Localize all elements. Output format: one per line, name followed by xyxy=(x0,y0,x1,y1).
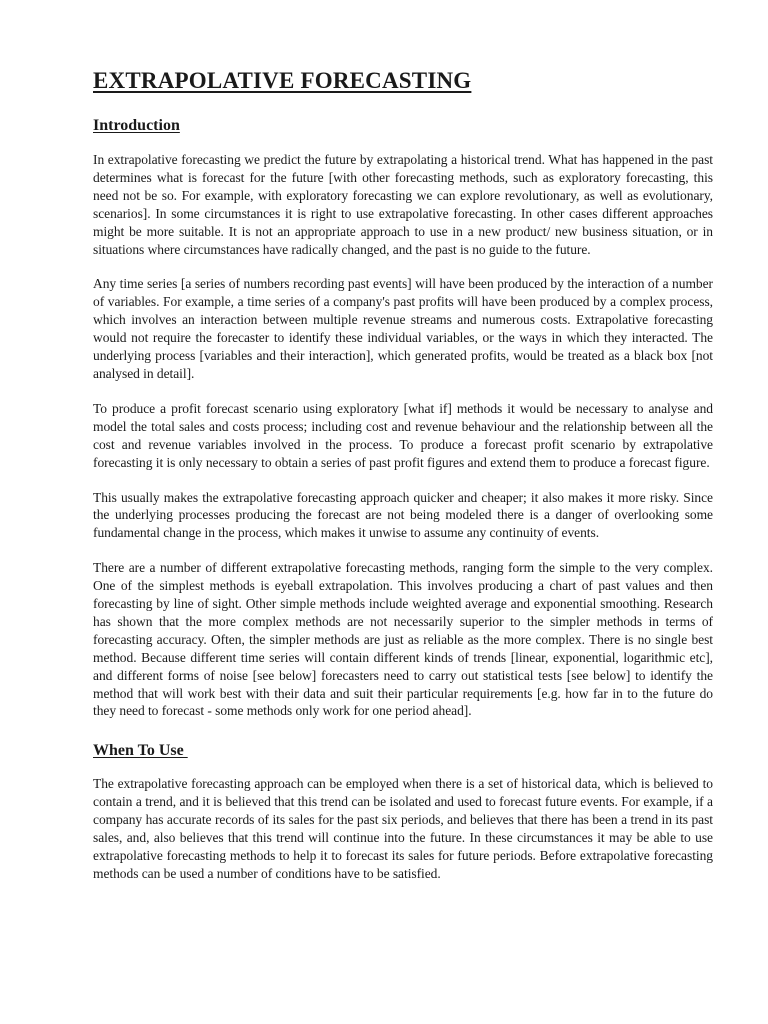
document-title: EXTRAPOLATIVE FORECASTING xyxy=(93,68,472,93)
paragraph-when-to-use-1: The extrapolative forecasting approach can be employed when there is a set of historical data, which is believed to contain a trend, and it is believed that this trend can be isolated and used to forecast future events. For example, if a company has accurate records of its sales for the past six periods, and believes that there has been a trend in its past sales, and, also believes that this trend will continue into the future. In these circumstances it may be able to use extrapolative forecasting methods to help it to forecast its sales for future periods. Before extrapolative forecasting methods can be used a number of conditions have to be satisfied. xyxy=(93,776,713,881)
paragraph-introduction-4: This usually makes the extrapolative forecasting approach quicker and cheaper; it also makes it more risky. Since the underlying processes producing the forecast are not being modeled there is a danger of overlooking some fundamental change in the process, which makes it unwise to assume any continuity of events. xyxy=(93,489,713,541)
paragraph-introduction-1: In extrapolative forecasting we predict the future by extrapolating a historical trend. What has happened in the past determines what is forecast for the future [with other forecasting methods, such as exploratory forecasting, this need not be so. For example, with exploratory forecasting we can explore revolutionary, as well as evolutionary, scenarios]. In some circumstances it is right to use extrapolative forecasting. In other cases different approaches might be more suitable. It is not an appropriate approach to use in a new product/ new business situation, or in situations where circumstances have radically changed, and the past is no guide to the future. xyxy=(93,152,713,257)
paragraph-introduction-2: Any time series [a series of numbers recording past events] will have been produced by the interaction of a number of variables. For example, a time series of a company's past profits will have been produced by a complex process, which involves an interaction between multiple revenue streams and numerous costs. Extrapolative forecasting would not require the forecaster to identify these individual variables, or the ways in which they interacted. The underlying process [variables and their interaction], which generated profits, would be treated as a black box [not analysed in detail]. xyxy=(93,276,713,381)
section-heading-when-to-use: When To Use xyxy=(93,742,188,760)
section-heading-introduction: Introduction xyxy=(93,117,180,134)
paragraph-introduction-3: To produce a profit forecast scenario using exploratory [what if] methods it would be necessary to analyse and model the total sales and costs process; including cost and revenue behaviour and the relationship between all the cost and revenue variables involved in the process. To produce a forecast profit scenario by extrapolative forecasting it is only necessary to obtain a series of past profit figures and extend them to produce a forecast figure. xyxy=(93,400,713,470)
document-body xyxy=(93,66,713,883)
paragraph-introduction-5: There are a number of different extrapolative forecasting methods, ranging form the simple to the very complex. One of the simplest methods is eyeball extrapolation. This involves producing a chart of past values and then forecasting by line of sight. Other simple methods include weighted average and exponential smoothing. Research has shown that the more complex methods are not necessarily superior to the simpler methods in terms of forecasting accuracy. Often, the simpler methods are just as reliable as the more complex. There is no single best method. Because different time series will contain different kinds of trends [linear, exponential, logarithmic etc], and different forms of noise [see below] forecasters need to carry out statistical tests [see below] to identify the method that will work best with their data and suit their particular requirements [e.g. how far in to the future do they need to forecast - some methods only work for one period ahead]. xyxy=(93,560,713,719)
